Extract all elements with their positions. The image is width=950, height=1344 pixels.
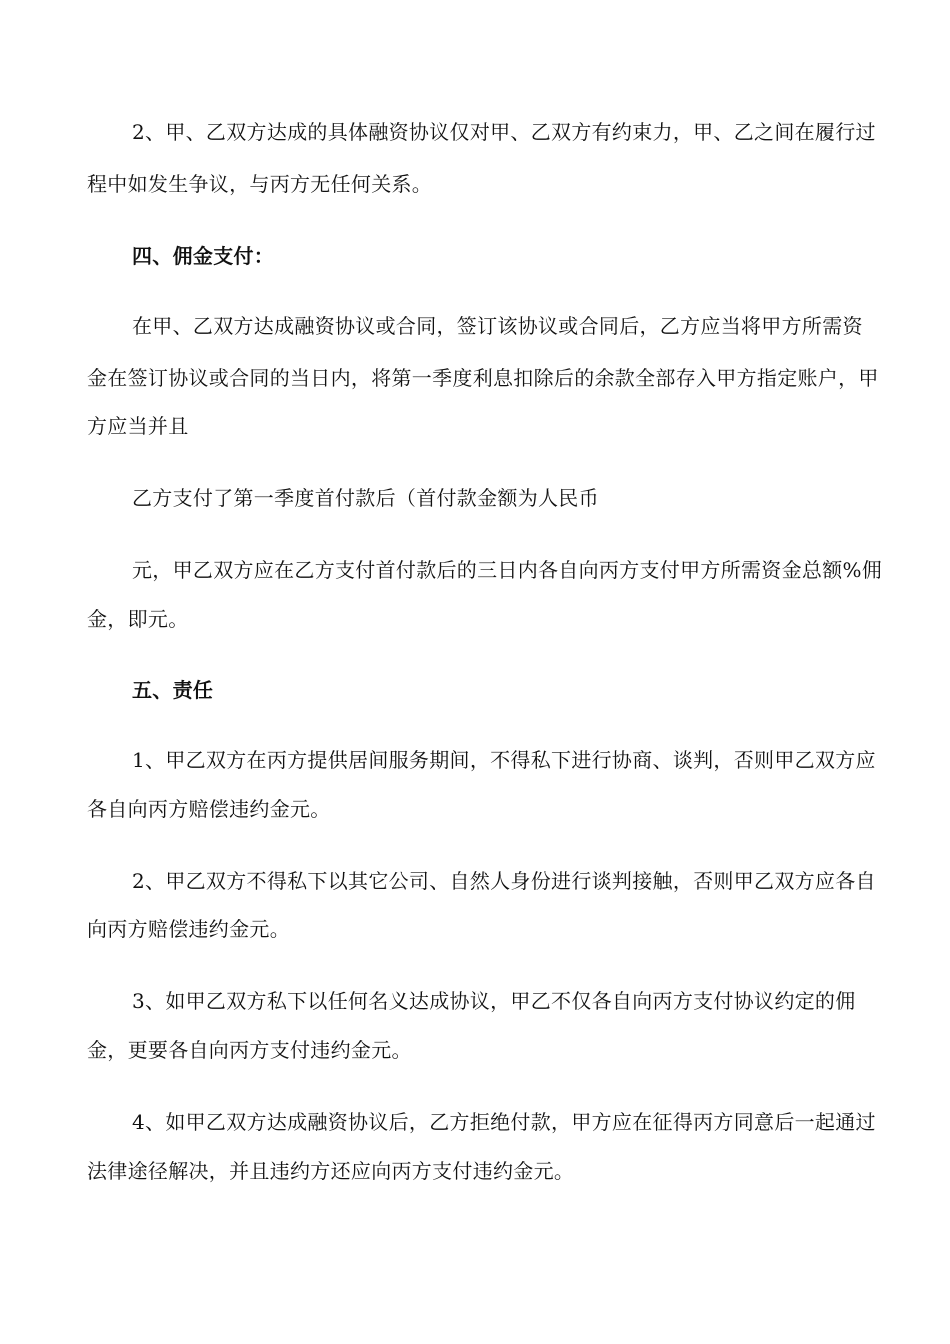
paragraph-liability-4-line-1: 4、如甲乙双方达成融资协议后，乙方拒绝付款，甲方应在征得丙方同意后一起通过 bbox=[132, 1110, 876, 1134]
paragraph-3-2-line-2: 程中如发生争议，与丙方无任何关系。 bbox=[87, 172, 433, 196]
paragraph-commission-amount-line-2: 金，即元。 bbox=[87, 607, 189, 631]
paragraph-commission-amount-line-1: 元，甲乙双方应在乙方支付首付款后的三日内各自向丙方支付甲方所需资金总额%佣 bbox=[132, 558, 883, 582]
paragraph-commission-line-2: 金在签订协议或合同的当日内，将第一季度利息扣除后的余款全部存入甲方指定账户，甲 bbox=[87, 366, 879, 390]
paragraph-commission-line-1: 在甲、乙双方达成融资协议或合同，签订该协议或合同后，乙方应当将甲方所需资 bbox=[132, 314, 863, 338]
section-heading-liability: 五、责任 bbox=[132, 678, 214, 702]
paragraph-liability-1-line-2: 各自向丙方赔偿违约金元。 bbox=[87, 797, 331, 821]
paragraph-commission-line-3: 方应当并且 bbox=[87, 414, 189, 438]
paragraph-liability-2-line-1: 2、甲乙双方不得私下以其它公司、自然人身份进行谈判接触，否则甲乙双方应各自 bbox=[132, 869, 876, 893]
paragraph-liability-4-line-2: 法律途径解决，并且违约方还应向丙方支付违约金元。 bbox=[87, 1159, 575, 1183]
section-heading-commission: 四、佣金支付： bbox=[132, 244, 275, 268]
paragraph-liability-1-line-1: 1、甲乙双方在丙方提供居间服务期间，不得私下进行协商、谈判，否则甲乙双方应 bbox=[132, 748, 876, 772]
paragraph-first-payment-line-1: 乙方支付了第一季度首付款后（首付款金额为人民币 bbox=[132, 486, 599, 510]
paragraph-liability-2-line-2: 向丙方赔偿违约金元。 bbox=[87, 917, 290, 941]
paragraph-3-2-line-1: 2、甲、乙双方达成的具体融资协议仅对甲、乙双方有约束力，甲、乙之间在履行过 bbox=[132, 120, 876, 144]
paragraph-liability-3-line-2: 金，更要各自向丙方支付违约金元。 bbox=[87, 1038, 412, 1062]
paragraph-liability-3-line-1: 3、如甲乙双方私下以任何名义达成协议，甲乙不仅各自向丙方支付协议约定的佣 bbox=[132, 989, 856, 1013]
